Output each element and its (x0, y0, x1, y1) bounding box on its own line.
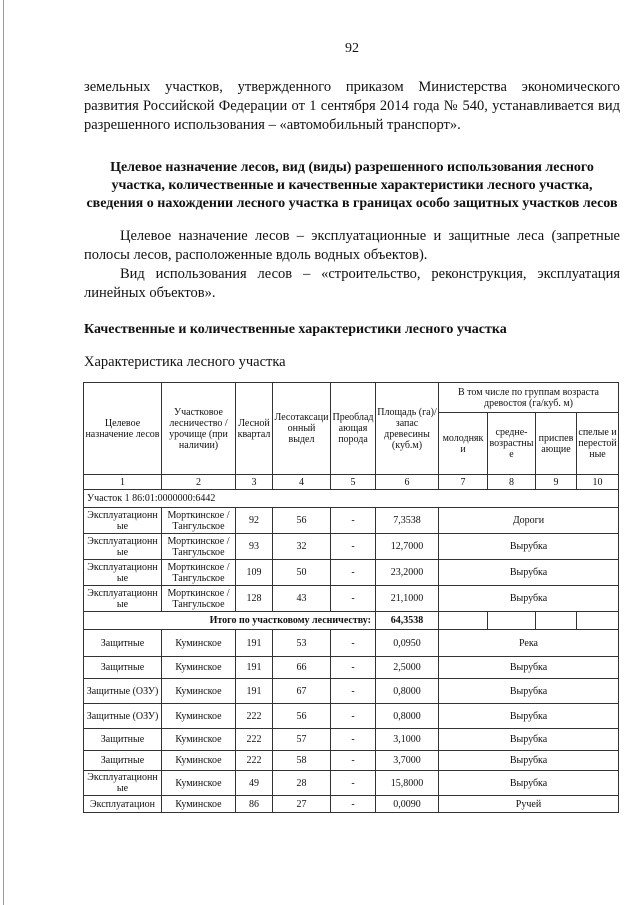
species-cell: - (331, 679, 376, 704)
area-cell: 15,8000 (376, 771, 439, 796)
allotment-cell: 53 (273, 630, 331, 657)
allotment-cell: 28 (273, 771, 331, 796)
species-cell: - (331, 657, 376, 679)
forestry-cell: Морткинское / Тангульское (162, 508, 236, 534)
table-row (84, 586, 619, 612)
species-cell: - (331, 771, 376, 796)
table-row (84, 560, 619, 586)
table-row (84, 729, 619, 751)
allotment-cell: 56 (273, 704, 331, 729)
area-cell: 0,8000 (376, 704, 439, 729)
intro-paragraph: земельных участков, утвержденного приказом Министерства экономического развития Российской Федерации от 1 сентября 2014 года № 540, устанавливается вид разрешенного использования – «автомобильный транспорт». (84, 79, 620, 133)
column-number: 3 (236, 475, 273, 490)
species-cell: - (331, 751, 376, 771)
forestry-cell: Морткинское / Тангульское (162, 586, 236, 612)
table-row (84, 657, 619, 679)
table-row (84, 508, 619, 534)
purpose-cell: Эксплуатационные (84, 771, 162, 796)
quarter-cell: 222 (236, 704, 273, 729)
header-cell: Лесной квартал (236, 383, 273, 475)
quarter-cell: 128 (236, 586, 273, 612)
column-number: 7 (439, 475, 488, 490)
land-type-cell: Вырубка (439, 751, 619, 771)
forestry-cell: Морткинское / Тангульское (162, 560, 236, 586)
table-row (84, 704, 619, 729)
allotment-cell: 50 (273, 560, 331, 586)
forestry-cell: Куминское (162, 796, 236, 813)
column-number: 8 (488, 475, 536, 490)
forestry-cell: Куминское (162, 771, 236, 796)
column-number: 10 (577, 475, 619, 490)
column-number: 9 (536, 475, 577, 490)
area-cell: 0,0950 (376, 630, 439, 657)
land-type-cell: Ручей (439, 796, 619, 813)
table-caption: Характеристика лесного участка (84, 354, 286, 370)
header-cell: приспевающие (536, 413, 577, 475)
quarter-cell: 49 (236, 771, 273, 796)
header-cell: средне-возрастные (488, 413, 536, 475)
species-cell: - (331, 729, 376, 751)
purpose-cell: Защитные (84, 751, 162, 771)
characteristics-heading: Качественные и количественные характеристики лесного участка (84, 322, 507, 337)
allotment-cell: 32 (273, 534, 331, 560)
quarter-cell: 191 (236, 679, 273, 704)
forest-plot-table (83, 382, 619, 813)
land-type-cell: Река (439, 630, 619, 657)
paragraph-usage: Вид использования лесов – «строительство, реконструкция, эксплуатация линейных объектов». (84, 266, 620, 301)
column-number: 5 (331, 475, 376, 490)
area-cell: 12,7000 (376, 534, 439, 560)
plot-section-row: Участок 1 86:01:0000000:6442 (84, 490, 619, 508)
empty-cell (536, 612, 577, 630)
paragraph-purpose: Целевое назначение лесов – эксплуатационные и защитные леса (запретные полосы лесов, расположенные вдоль водных объектов). (84, 228, 620, 263)
quarter-cell: 93 (236, 534, 273, 560)
table-row (84, 679, 619, 704)
column-number: 1 (84, 475, 162, 490)
forestry-cell: Куминское (162, 679, 236, 704)
section-heading: Целевое назначение лесов, вид (виды) разрешенного использования лесного участка, количественные и качественные характеристики лесного участка, сведения о нахождении лесного участка в границах особо защитных участков лесов (86, 160, 618, 211)
forestry-cell: Куминское (162, 630, 236, 657)
land-type-cell: Вырубка (439, 679, 619, 704)
land-type-cell: Вырубка (439, 586, 619, 612)
quarter-cell: 92 (236, 508, 273, 534)
purpose-cell: Эксплуатационные (84, 534, 162, 560)
land-type-cell: Вырубка (439, 560, 619, 586)
empty-cell (439, 612, 488, 630)
land-type-cell: Вырубка (439, 704, 619, 729)
table-row (84, 751, 619, 771)
forestry-cell: Куминское (162, 729, 236, 751)
species-cell: - (331, 534, 376, 560)
header-cell: Лесотаксационный выдел (273, 383, 331, 475)
quarter-cell: 222 (236, 729, 273, 751)
species-cell: - (331, 560, 376, 586)
allotment-cell: 66 (273, 657, 331, 679)
area-cell: 3,7000 (376, 751, 439, 771)
species-cell: - (331, 796, 376, 813)
quarter-cell: 191 (236, 630, 273, 657)
allotment-cell: 27 (273, 796, 331, 813)
land-type-cell: Вырубка (439, 657, 619, 679)
column-number: 4 (273, 475, 331, 490)
header-cell: молодняки (439, 413, 488, 475)
table-row (84, 796, 619, 813)
page-number: 92 (345, 41, 359, 56)
species-cell: - (331, 630, 376, 657)
forestry-cell: Куминское (162, 704, 236, 729)
purpose-cell: Защитные (84, 657, 162, 679)
header-cell: спелые и перестойные (577, 413, 619, 475)
land-type-cell: Вырубка (439, 729, 619, 751)
purpose-cell: Эксплуатационные (84, 586, 162, 612)
land-type-cell: Вырубка (439, 771, 619, 796)
quarter-cell: 109 (236, 560, 273, 586)
purpose-cell: Эксплуатационные (84, 560, 162, 586)
area-cell: 0,0090 (376, 796, 439, 813)
total-row (84, 612, 619, 630)
quarter-cell: 86 (236, 796, 273, 813)
allotment-cell: 58 (273, 751, 331, 771)
header-cell: Преобладающая порода (331, 383, 376, 475)
area-cell: 0,8000 (376, 679, 439, 704)
forestry-cell: Морткинское / Тангульское (162, 534, 236, 560)
header-cell: В том числе по группам возраста древостоя (га/куб. м) (439, 383, 619, 413)
allotment-cell: 56 (273, 508, 331, 534)
allotment-cell: 57 (273, 729, 331, 751)
land-type-cell: Вырубка (439, 534, 619, 560)
scan-edge (3, 0, 4, 905)
area-cell: 23,2000 (376, 560, 439, 586)
table-row (84, 630, 619, 657)
column-number-row (84, 475, 619, 490)
purpose-cell: Эксплуатацион (84, 796, 162, 813)
species-cell: - (331, 704, 376, 729)
purpose-cell: Защитные (84, 630, 162, 657)
forestry-cell: Куминское (162, 657, 236, 679)
allotment-cell: 67 (273, 679, 331, 704)
header-cell: Площадь (га)/ запас древесины (куб.м) (376, 383, 439, 475)
purpose-cell: Эксплуатационные (84, 508, 162, 534)
header-cell: Целевое назначение лесов (84, 383, 162, 475)
empty-cell (577, 612, 619, 630)
allotment-cell: 43 (273, 586, 331, 612)
area-cell: 3,1000 (376, 729, 439, 751)
species-cell: - (331, 586, 376, 612)
quarter-cell: 191 (236, 657, 273, 679)
table-row (84, 534, 619, 560)
column-number: 2 (162, 475, 236, 490)
purpose-cell: Защитные (ОЗУ) (84, 679, 162, 704)
land-type-cell: Дороги (439, 508, 619, 534)
total-value: 64,3538 (376, 612, 439, 630)
area-cell: 7,3538 (376, 508, 439, 534)
purpose-cell: Защитные (ОЗУ) (84, 704, 162, 729)
table-row (84, 771, 619, 796)
purpose-cell: Защитные (84, 729, 162, 751)
quarter-cell: 222 (236, 751, 273, 771)
total-label: Итого по участковому лесничеству: (84, 612, 376, 630)
area-cell: 21,1000 (376, 586, 439, 612)
column-number: 6 (376, 475, 439, 490)
empty-cell (488, 612, 536, 630)
forestry-cell: Куминское (162, 751, 236, 771)
area-cell: 2,5000 (376, 657, 439, 679)
species-cell: - (331, 508, 376, 534)
header-cell: Участковое лесничество / урочище (при наличии) (162, 383, 236, 475)
